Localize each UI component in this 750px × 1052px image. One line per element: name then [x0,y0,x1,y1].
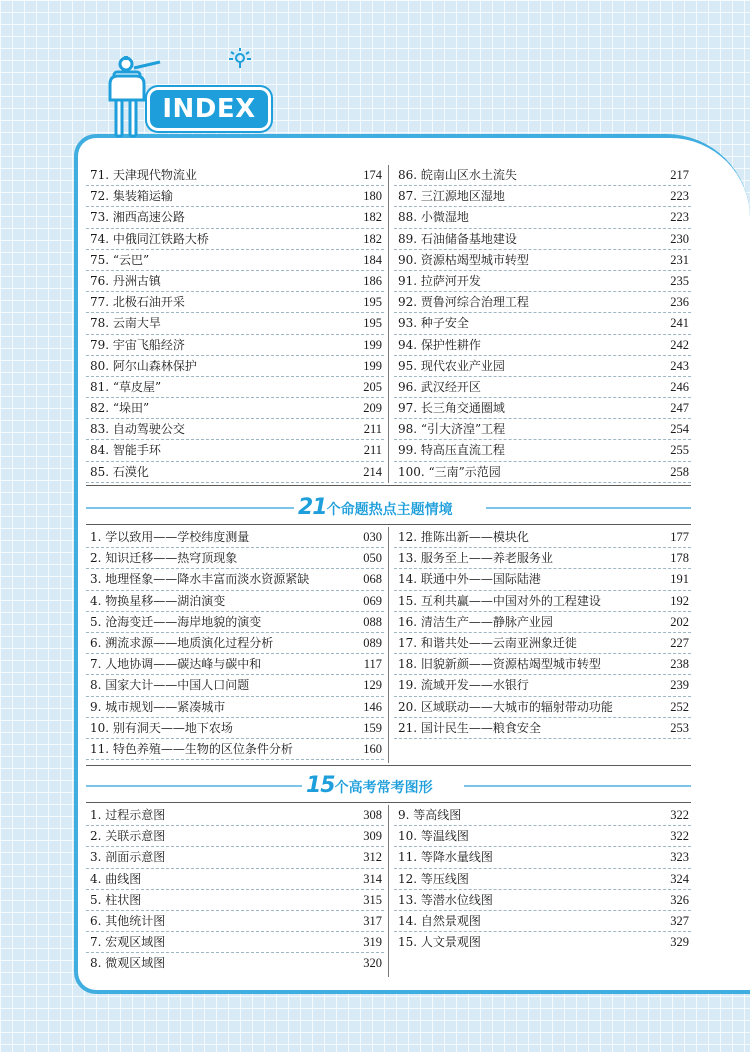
entry-page-number: 324 [670,871,689,886]
index-entry [394,186,691,207]
index-entry [394,569,691,590]
index-entry [394,805,691,826]
entry-page-number: 117 [363,657,382,672]
index-badge [150,90,268,128]
column-divider [388,165,389,483]
entry-page-number: 319 [363,935,382,950]
index-entry [394,527,691,548]
entry-page-number: 199 [363,337,382,352]
section-number: 15 [306,773,335,798]
index-entry [394,654,691,675]
entry-page-number: 231 [670,252,689,267]
entry-label: 9. 等高线图 [398,808,462,822]
entry-label: 95. 现代农业产业园 [398,358,505,373]
index-entry [86,890,384,911]
entry-page-number: 211 [363,443,382,458]
index-entry [86,675,384,696]
index-entry [86,527,384,548]
table-rule [86,765,691,766]
index-entry [86,633,384,654]
entry-page-number: 317 [363,913,382,928]
entry-page-number: 180 [363,189,382,204]
index-entry [394,377,691,398]
index-entry [86,911,384,932]
entry-page-number: 088 [363,614,382,629]
index-entry [394,440,691,461]
entry-label: 11. 等降水量线图 [398,850,493,865]
header-line [86,507,296,509]
index-entry [394,419,691,440]
entry-label: 2. 知识迁移——热穹顶现象 [90,551,238,566]
entry-label: 4. 物换星移——湖泊演变 [90,593,226,608]
index-entry [86,229,384,250]
table1-right-column [394,165,691,483]
entry-page-number: 246 [670,379,689,394]
table3-left-column [86,805,384,975]
entry-label: 10. 等温线图 [398,829,469,844]
entry-page-number: 182 [363,231,382,246]
entry-label: 77. 北极石油开采 [90,295,185,310]
index-entry [86,612,384,633]
index-entry [86,186,384,207]
index-entry [86,356,384,377]
entry-label: 17. 和谐共处——云南亚洲象迁徙 [398,635,577,650]
entry-page-number: 211 [363,422,382,437]
entry-label: 4. 曲线图 [90,871,142,886]
index-table-2 [86,527,691,763]
index-entry [86,377,384,398]
index-entry [86,271,384,292]
index-entry [394,869,691,890]
header-line [86,785,304,787]
entry-page-number: 241 [670,316,689,331]
entry-page-number: 182 [363,210,382,225]
index-entry [394,548,691,569]
index-entry [86,440,384,461]
entry-label: 97. 长三角交通圈域 [398,401,505,416]
index-entry [394,847,691,868]
entry-label: 14. 联通中外——国际陆港 [398,572,541,587]
entry-label: 20. 区域联动——大城市的辐射带动功能 [398,699,613,714]
entry-page-number: 227 [670,635,689,650]
entry-page-number: 236 [670,295,689,310]
section-title-text: 个命题热点主题情境 [326,502,453,518]
entry-label: 75. “云巴” [90,252,150,267]
entry-label: 6. 溯流求源——地质演化过程分析 [90,635,274,650]
entry-page-number: 199 [363,358,382,373]
entry-label: 73. 湘西高速公路 [90,210,185,225]
entry-label: 86. 皖南山区水土流失 [398,168,517,182]
index-entry [394,250,691,271]
index-entry [86,250,384,271]
header-line [486,507,691,509]
section-title [294,496,457,520]
entry-label: 15. 互利共赢——中国对外的工程建设 [398,593,601,608]
entry-label: 78. 云南大旱 [90,316,161,331]
entry-page-number: 243 [670,358,689,373]
index-entry [394,271,691,292]
entry-label: 94. 保护性耕作 [398,337,481,352]
entry-label: 99. 特高压直流工程 [398,443,505,458]
index-entry [394,826,691,847]
entry-label: 71. 天津现代物流业 [90,168,197,182]
entry-label: 9. 城市规划——紧凑城市 [90,699,226,714]
entry-label: 13. 等潜水位线图 [398,892,493,907]
index-entry [86,932,384,953]
entry-page-number: 195 [363,316,382,331]
entry-label: 90. 资源枯竭型城市转型 [398,252,529,267]
index-entry [394,165,691,186]
entry-page-number: 177 [670,530,689,544]
entry-label: 2. 关联示意图 [90,829,166,844]
entry-label: 98. “引大济湟”工程 [398,422,506,437]
index-entry [394,697,691,718]
index-entry [394,207,691,228]
entry-label: 100. “三南”示范园 [398,464,501,479]
entry-page-number: 223 [670,189,689,204]
entry-label: 8. 微观区域图 [90,956,166,971]
column-divider [388,805,389,977]
index-entry [394,229,691,250]
entry-label: 19. 流域开发——水银行 [398,678,529,693]
index-entry [394,462,691,483]
entry-label: 72. 集装箱运输 [90,189,173,204]
index-entry [86,292,384,313]
entry-page-number: 030 [363,530,382,544]
entry-label: 87. 三江源地区湿地 [398,189,505,204]
entry-page-number: 320 [363,956,382,971]
entry-label: 8. 国家大计——中国人口问题 [90,678,250,693]
entry-page-number: 184 [363,252,382,267]
entry-page-number: 238 [670,657,689,672]
table3-right-column [394,805,691,953]
table-rule [86,524,691,525]
index-entry [394,313,691,334]
entry-page-number: 252 [670,699,689,714]
index-entry [86,847,384,868]
entry-label: 7. 人地协调——碳达峰与碳中和 [90,657,262,672]
entry-page-number: 178 [670,551,689,566]
entry-label: 91. 拉萨河开发 [398,273,481,288]
index-table-3 [86,805,691,977]
entry-label: 92. 贾鲁河综合治理工程 [398,295,529,310]
entry-page-number: 160 [363,741,382,756]
index-entry [86,953,384,974]
entry-page-number: 223 [670,210,689,225]
entry-page-number: 242 [670,337,689,352]
index-entry [86,718,384,739]
index-entry [86,654,384,675]
table2-left-column [86,527,384,760]
index-entry [86,548,384,569]
section-number: 21 [298,495,327,520]
entry-page-number: 322 [670,829,689,844]
entry-page-number: 214 [363,464,382,479]
entry-page-number: 258 [670,464,689,479]
entry-page-number: 312 [363,850,382,865]
entry-page-number: 239 [670,678,689,693]
entry-page-number: 322 [670,808,689,822]
entry-label: 16. 清洁生产——静脉产业园 [398,614,553,629]
entry-label: 96. 武汉经开区 [398,379,481,394]
entry-label: 18. 旧貌新颜——资源枯竭型城市转型 [398,657,601,672]
entry-page-number: 329 [670,935,689,950]
index-entry [86,207,384,228]
index-entry [86,165,384,186]
entry-label: 3. 地理怪象——降水丰富而淡水资源紧缺 [90,572,310,587]
entry-label: 3. 剖面示意图 [90,850,166,865]
index-entry [394,890,691,911]
entry-page-number: 069 [363,593,382,608]
table-rule [86,485,691,486]
index-entry [86,805,384,826]
entry-page-number: 247 [670,401,689,416]
index-entry [394,675,691,696]
index-entry [394,335,691,356]
entry-page-number: 159 [363,720,382,735]
entry-label: 10. 别有洞天——地下农场 [90,720,233,735]
entry-label: 79. 宇宙飞船经济 [90,337,185,352]
entry-label: 5. 沧海变迁——海岸地貌的演变 [90,614,262,629]
entry-label: 12. 等压线图 [398,871,469,886]
index-entry [86,313,384,334]
entry-page-number: 253 [670,720,689,735]
entry-page-number: 230 [670,231,689,246]
header-line [464,785,691,787]
entry-page-number: 209 [363,401,382,416]
entry-label: 81. “草皮屋” [90,379,162,394]
entry-page-number: 068 [363,572,382,587]
entry-label: 83. 自动驾驶公交 [90,422,185,437]
entry-label: 6. 其他统计图 [90,913,166,928]
entry-label: 14. 自然景观图 [398,913,481,928]
index-entry [394,718,691,739]
entry-label: 84. 智能手环 [90,443,161,458]
index-entry [86,419,384,440]
table2-right-column [394,527,691,739]
entry-page-number: 129 [363,678,382,693]
entry-page-number: 327 [670,913,689,928]
index-table-1 [86,165,691,483]
entry-label: 11. 特色养殖——生物的区位条件分析 [90,741,293,756]
entry-label: 1. 学以致用——学校纬度测量 [90,530,250,544]
entry-page-number: 195 [363,295,382,310]
index-entry [86,569,384,590]
entry-label: 85. 石漠化 [90,464,149,479]
entry-page-number: 174 [363,168,382,182]
entry-page-number: 326 [670,892,689,907]
entry-label: 74. 中俄同江铁路大桥 [90,231,209,246]
entry-page-number: 050 [363,551,382,566]
index-entry [394,932,691,953]
entry-label: 82. “垛田” [90,401,150,416]
entry-label: 5. 柱状图 [90,892,142,907]
table1-left-column [86,165,384,483]
entry-page-number: 089 [363,635,382,650]
entry-label: 1. 过程示意图 [90,808,166,822]
entry-page-number: 217 [670,168,689,182]
column-divider [388,527,389,763]
index-entry [86,591,384,612]
entry-page-number: 314 [363,871,382,886]
entry-label: 13. 服务至上——养老服务业 [398,551,553,566]
index-entry [394,356,691,377]
entry-page-number: 202 [670,614,689,629]
entry-label: 80. 阿尔山森林保护 [90,358,197,373]
table-rule [86,802,691,803]
entry-page-number: 308 [363,808,382,822]
entry-page-number: 186 [363,273,382,288]
entry-page-number: 254 [670,422,689,437]
index-entry [86,869,384,890]
entry-page-number: 323 [670,850,689,865]
entry-page-number: 192 [670,593,689,608]
entry-label: 89. 石油储备基地建设 [398,231,517,246]
entry-label: 15. 人文景观图 [398,935,481,950]
lightbulb-icon [228,48,252,70]
index-entry [394,633,691,654]
entry-label: 21. 国计民生——粮食安全 [398,720,541,735]
index-title: INDEX [162,94,256,124]
index-entry [86,398,384,419]
entry-label: 7. 宏观区域图 [90,935,166,950]
index-entry [86,739,384,760]
index-entry [394,591,691,612]
entry-page-number: 255 [670,443,689,458]
entry-label: 93. 种子安全 [398,316,469,331]
entry-page-number: 315 [363,892,382,907]
index-entry [86,697,384,718]
index-entry [86,826,384,847]
index-entry [394,398,691,419]
section-title-text: 个高考常考图形 [334,780,433,796]
index-entry [394,292,691,313]
entry-page-number: 235 [670,273,689,288]
index-entry [86,462,384,483]
section-title [302,774,437,798]
entry-page-number: 205 [363,379,382,394]
section-header-21 [86,496,691,520]
index-entry [394,612,691,633]
entry-page-number: 309 [363,829,382,844]
index-entry [86,335,384,356]
section-header-15 [86,774,691,798]
entry-page-number: 191 [670,572,689,587]
entry-label: 88. 小微湿地 [398,210,469,225]
entry-label: 76. 丹洲古镇 [90,273,161,288]
entry-page-number: 146 [363,699,382,714]
entry-label: 12. 推陈出新——模块化 [398,530,529,544]
index-entry [394,911,691,932]
